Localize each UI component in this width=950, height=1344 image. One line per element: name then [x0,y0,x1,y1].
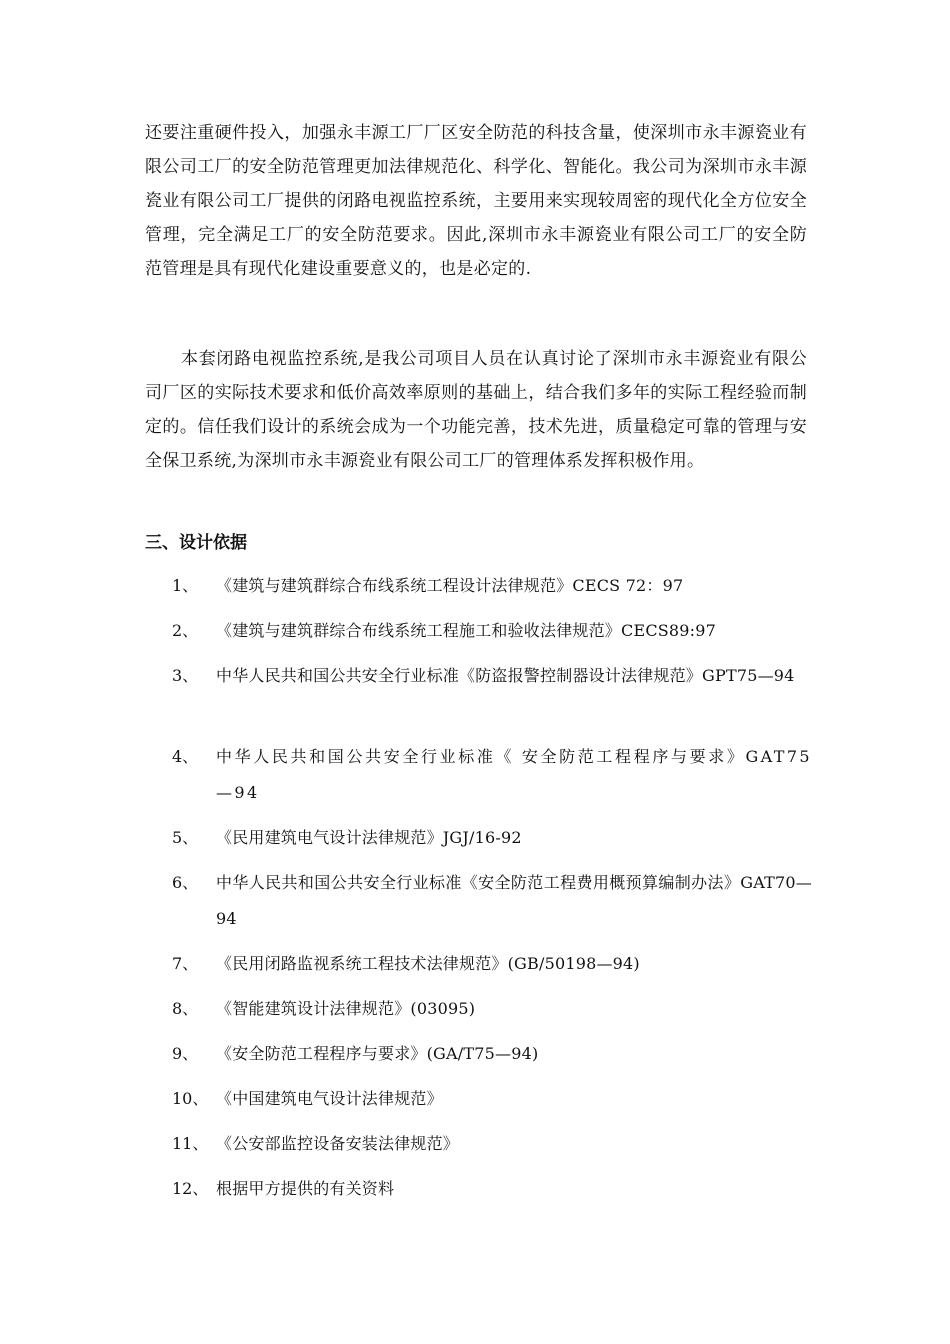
reference-item [172,865,812,937]
reference-text: 《安全防范工程程序与要求》(GA/T75—94) [216,1044,539,1063]
reference-text: 根据甲方提供的有关资料 [216,1179,395,1198]
reference-text: 中华人民共和国公共安全行业标准《防盗报警控制器设计法律规范》GPT75—94 [216,666,795,685]
reference-text: 《建筑与建筑群综合布线系统工程施工和验收法律规范》CECS89:97 [216,621,717,640]
reference-item [172,820,812,856]
reference-number: 4、 [172,747,199,766]
body-paragraph: 还要注重硬件投入，加强永丰源工厂厂区安全防范的科技含量，使深圳市永丰源瓷业有限公司工厂的安全防范管理更加法律规范化、科学化、智能化。我公司为深圳市永丰源瓷业有限公司工厂提供的闭路电视监控系统，主要用来实现较周密的现代化全方位安全管理，完全满足工厂的安全防范要求。因此,深圳市永丰源瓷业有限公司工厂的安全防范管理是具有现代化建设重要意义的，也是必定的. [145,123,807,279]
reference-number: 11、 [172,1134,209,1153]
reference-number: 9、 [172,1044,199,1063]
reference-number: 8、 [172,999,199,1018]
body-paragraph: 本套闭路电视监控系统,是我公司项目人员在认真讨论了深圳市永丰源瓷业有限公司厂区的实际技术要求和低价高效率原则的基础上，结合我们多年的实际工程经验而制定的。信任我们设计的系统会成为一个功能完善，技术先进，质量稳定可靠的管理与安全保卫系统,为深圳市永丰源瓷业有限公司工厂的管理体系发挥积极作用。 [145,349,807,471]
reference-number: 3、 [172,666,199,685]
reference-item [172,739,812,811]
reference-item [172,613,812,649]
reference-text: 《民用闭路监视系统工程技术法律规范》(GB/50198—94) [216,954,640,973]
reference-text: 《中国建筑电气设计法律规范》 [216,1089,443,1108]
reference-number: 2、 [172,621,199,640]
reference-number: 1、 [172,576,199,595]
section-heading: 三、设计依据 [145,533,247,553]
reference-item [172,568,812,604]
reference-number: 7、 [172,954,199,973]
reference-number: 5、 [172,828,199,847]
reference-item [172,1126,812,1162]
reference-item [172,1081,812,1117]
reference-item [172,991,812,1027]
reference-text: 《公安部监控设备安装法律规范》 [216,1134,460,1153]
reference-item [172,1036,812,1072]
reference-text: 《建筑与建筑群综合布线系统工程设计法律规范》CECS 72：97 [216,576,684,595]
reference-text: 《智能建筑设计法律规范》(03095) [216,999,476,1018]
reference-number: 10、 [172,1089,209,1108]
reference-number: 6、 [172,873,199,892]
reference-text: 中华人民共和国公共安全行业标准《 安全防范工程程序与要求》GAT75—94 [216,747,812,802]
reference-text: 中华人民共和国公共安全行业标准《安全防范工程费用概预算编制办法》GAT70—94 [216,873,812,928]
reference-number: 12、 [172,1179,209,1198]
reference-text: 《民用建筑电气设计法律规范》JGJ/16-92 [216,828,522,847]
reference-item [172,946,812,982]
reference-item [172,1171,812,1207]
reference-item [172,658,812,694]
